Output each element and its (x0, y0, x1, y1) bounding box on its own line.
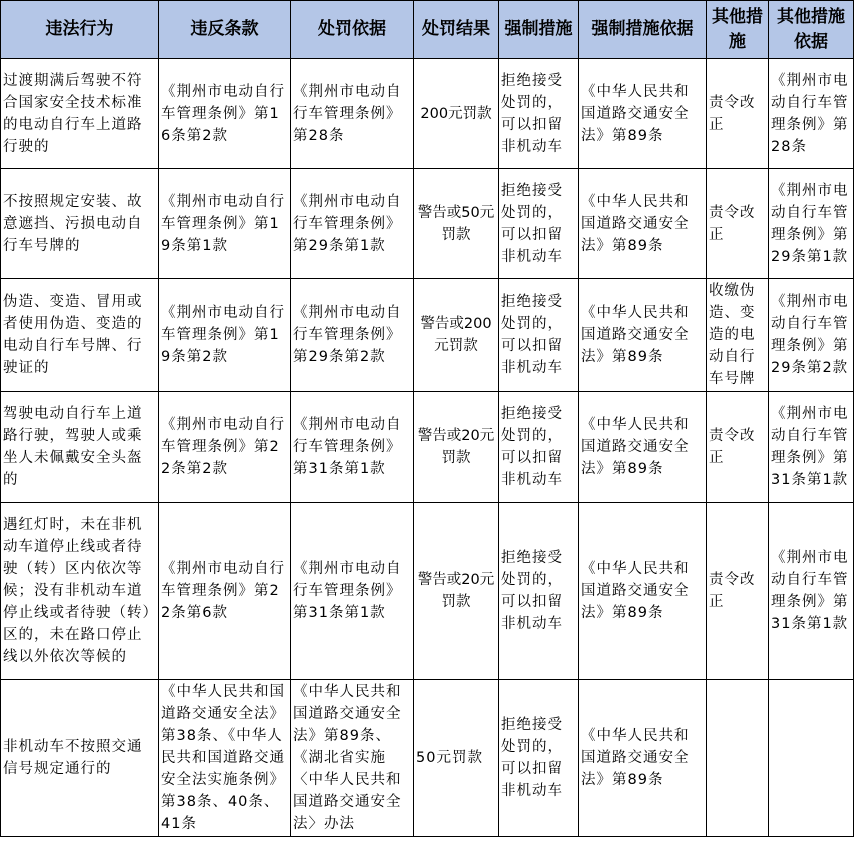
cell-enforcement: 拒绝接受处罚的，可以扣留非机动车 (499, 503, 579, 680)
cell-penalty-basis: 《荆州市电动自行车管理条例》第28条 (291, 59, 414, 169)
header-penalty-basis: 处罚依据 (291, 1, 414, 59)
cell-violated-clause: 《中华人民共和国道路交通安全法》第38条、《中华人民共和国道路交通安全法实施条例》第38条、40条、41条 (159, 680, 291, 837)
cell-enforcement: 拒绝接受处罚的，可以扣留非机动车 (499, 392, 579, 503)
header-row (1, 1, 854, 59)
cell-behavior: 遇红灯时，未在非机动车道停止线或者待驶（转）区内依次等候；没有非机动车道停止线或者待驶（转）区的，未在路口停止线以外依次等候的 (1, 503, 159, 680)
cell-enforcement: 拒绝接受处罚的，可以扣留非机动车 (499, 169, 579, 279)
cell-penalty-basis: 《荆州市电动自行车管理条例》第31条第1款 (291, 503, 414, 680)
cell-violated-clause: 《荆州市电动自行车管理条例》第22条第2款 (159, 392, 291, 503)
table-row (1, 392, 854, 503)
cell-penalty-basis: 《荆州市电动自行车管理条例》第29条第1款 (291, 169, 414, 279)
cell-enforcement-basis: 《中华人民共和国道路交通安全法》第89条 (579, 680, 707, 837)
cell-other-measure: 收缴伪造、变造的电动自行车号牌 (707, 279, 769, 392)
cell-other-measure-basis: 《荆州市电动自行车管理条例》第31条第1款 (769, 392, 854, 503)
cell-penalty-basis: 《荆州市电动自行车管理条例》第29条第2款 (291, 279, 414, 392)
cell-enforcement-basis: 《中华人民共和国道路交通安全法》第89条 (579, 169, 707, 279)
cell-enforcement: 拒绝接受处罚的，可以扣留非机动车 (499, 680, 579, 837)
cell-other-measure-basis: 《荆州市电动自行车管理条例》第29条第2款 (769, 279, 854, 392)
header-penalty-result: 处罚结果 (414, 1, 499, 59)
cell-other-measure: 责令改正 (707, 392, 769, 503)
cell-penalty-result: 警告或20元罚款 (414, 392, 499, 503)
cell-enforcement-basis: 《中华人民共和国道路交通安全法》第89条 (579, 59, 707, 169)
cell-violated-clause: 《荆州市电动自行车管理条例》第19条第2款 (159, 279, 291, 392)
header-violated-clause: 违反条款 (159, 1, 291, 59)
table-row (1, 279, 854, 392)
cell-penalty-result: 50元罚款 (414, 680, 499, 837)
header-behavior: 违法行为 (1, 1, 159, 59)
table-row (1, 169, 854, 279)
cell-enforcement: 拒绝接受处罚的，可以扣留非机动车 (499, 59, 579, 169)
cell-violated-clause: 《荆州市电动自行车管理条例》第22条第6款 (159, 503, 291, 680)
cell-penalty-result: 警告或200元罚款 (414, 279, 499, 392)
cell-other-measure-basis: 《荆州市电动自行车管理条例》第29条第1款 (769, 169, 854, 279)
cell-behavior: 驾驶电动自行车上道路行驶，驾驶人或乘坐人未佩戴安全头盔的 (1, 392, 159, 503)
cell-enforcement-basis: 《中华人民共和国道路交通安全法》第89条 (579, 279, 707, 392)
cell-other-measure: 责令改正 (707, 169, 769, 279)
cell-enforcement: 拒绝接受处罚的，可以扣留非机动车 (499, 279, 579, 392)
cell-penalty-result: 警告或50元罚款 (414, 169, 499, 279)
cell-penalty-basis: 《荆州市电动自行车管理条例》第31条第1款 (291, 392, 414, 503)
cell-enforcement-basis: 《中华人民共和国道路交通安全法》第89条 (579, 392, 707, 503)
cell-violated-clause: 《荆州市电动自行车管理条例》第16条第2款 (159, 59, 291, 169)
cell-behavior: 不按照规定安装、故意遮挡、污损电动自行车号牌的 (1, 169, 159, 279)
cell-other-measure: 责令改正 (707, 59, 769, 169)
cell-violated-clause: 《荆州市电动自行车管理条例》第19条第1款 (159, 169, 291, 279)
table-row (1, 503, 854, 680)
header-enforcement-basis: 强制措施依据 (579, 1, 707, 59)
cell-other-measure-basis: 《荆州市电动自行车管理条例》第28条 (769, 59, 854, 169)
cell-behavior: 非机动车不按照交通信号规定通行的 (1, 680, 159, 837)
table-row (1, 59, 854, 169)
cell-other-measure-basis (769, 680, 854, 837)
cell-other-measure (707, 680, 769, 837)
cell-enforcement-basis: 《中华人民共和国道路交通安全法》第89条 (579, 503, 707, 680)
header-other-measure-basis: 其他措施依据 (769, 1, 854, 59)
cell-penalty-result: 200元罚款 (414, 59, 499, 169)
cell-penalty-basis: 《中华人民共和国道路交通安全法》第89条、《湖北省实施〈中华人民共和国道路交通安全法〉办法 (291, 680, 414, 837)
cell-behavior: 过渡期满后驾驶不符合国家安全技术标准的电动自行车上道路行驶的 (1, 59, 159, 169)
cell-other-measure: 责令改正 (707, 503, 769, 680)
cell-penalty-result: 警告或20元罚款 (414, 503, 499, 680)
table-row (1, 680, 854, 837)
cell-other-measure-basis: 《荆州市电动自行车管理条例》第31条第1款 (769, 503, 854, 680)
cell-behavior: 伪造、变造、冒用或者使用伪造、变造的电动自行车号牌、行驶证的 (1, 279, 159, 392)
header-other-measure: 其他措施 (707, 1, 769, 59)
header-enforcement: 强制措施 (499, 1, 579, 59)
